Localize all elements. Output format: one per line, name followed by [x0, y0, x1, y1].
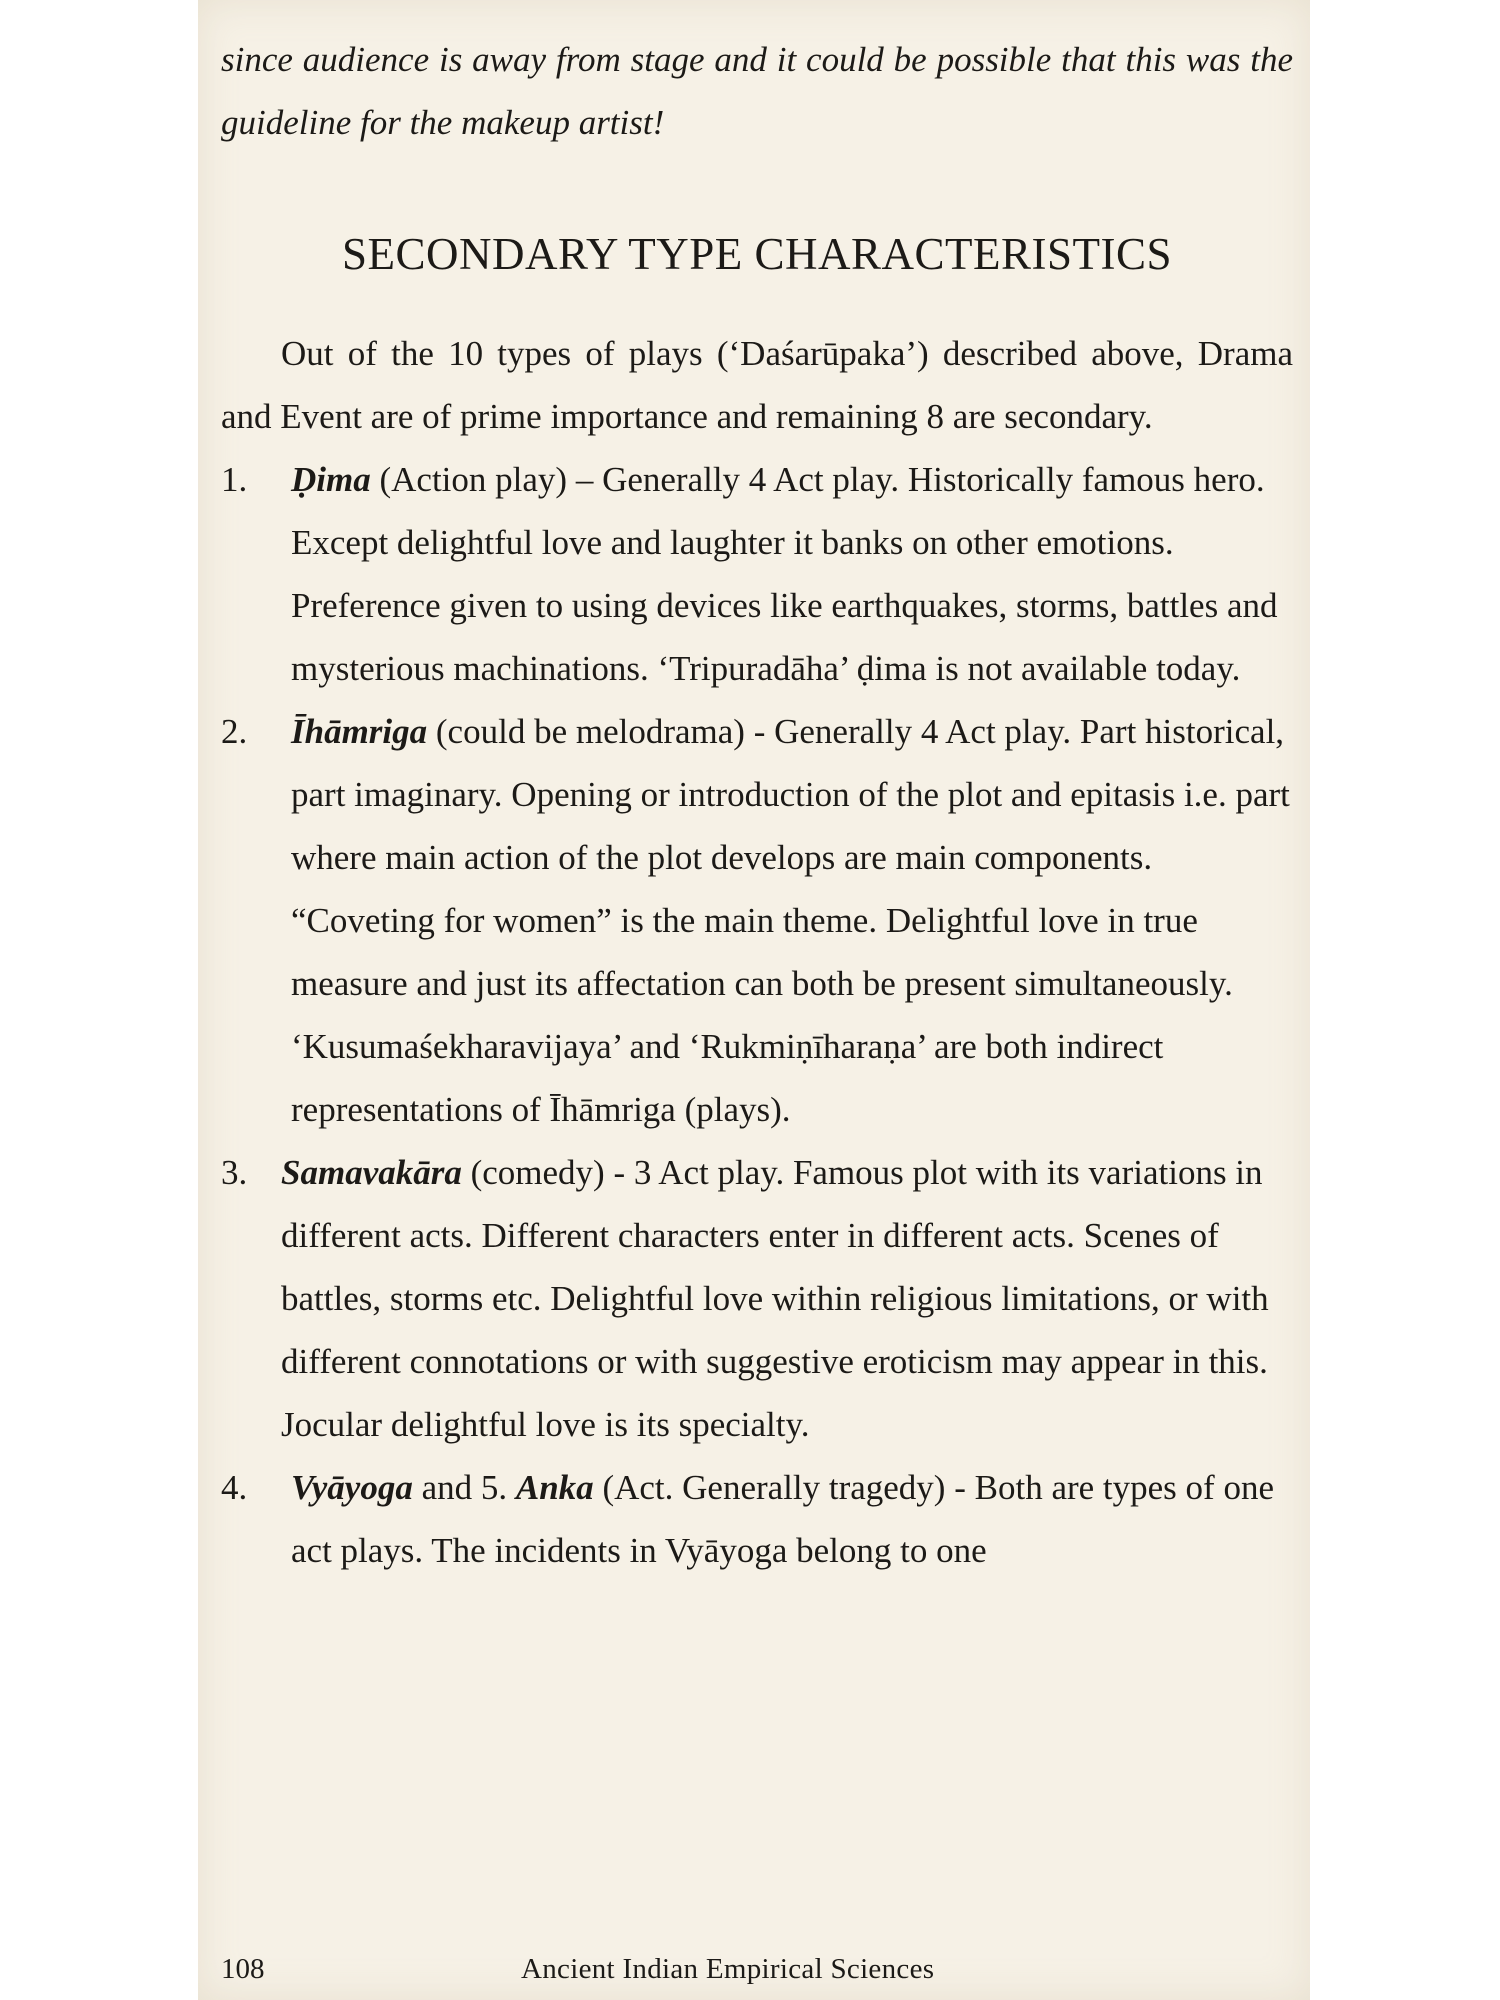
item-term-second: Anka — [515, 1468, 594, 1507]
item-term: Vyāyoga — [291, 1468, 413, 1507]
list-item — [221, 1456, 1293, 1582]
item-term: Samavakāra — [281, 1153, 462, 1192]
item-number: 3. — [221, 1153, 248, 1192]
section-heading: SECONDARY TYPE CHARACTERISTICS — [341, 229, 1173, 279]
list-item — [221, 1141, 1293, 1456]
page-number: 108 — [221, 1953, 265, 1985]
opening-paragraph: Out of the 10 types of plays (‘Daśarūpaka’) described above, Drama and Event are of prime importance and remaining 8 are secondary. — [221, 334, 1293, 436]
item-number: 1. — [221, 460, 248, 499]
item-text: (could be melodrama) - Generally 4 Act play. Part historical, part imaginary. Opening or introduction of the plot and epitasis i.e. part where main action of the plot develops are main components. “Coveting for women” is the main theme. Delightful love in true measure and just its affectation can both be present simultaneously. ‘Kusumaśekharavijaya’ and ‘Rukmiṇīharaṇa’ are both indirect representations of Īhāmriga (plays). — [291, 712, 1290, 1129]
item-number: 2. — [221, 712, 248, 751]
item-term: Ḍima — [291, 460, 371, 499]
list-item — [221, 448, 1293, 700]
list-item — [221, 700, 1293, 1141]
item-text: (Action play) – Generally 4 Act play. Historically famous hero. Except delightful love and laughter it banks on other emotions. Preference given to using devices like earthquakes, storms, battles and mysterious machinations. ‘Tripuradāha’ ḍima is not available today. — [291, 460, 1278, 688]
item-connector: and 5. — [412, 1468, 516, 1507]
intro-italic-text: since audience is away from stage and it could be possible that this was the guideline for the makeup artist! — [221, 40, 1293, 142]
item-text: (Act. Generally tragedy) - Both are types of one act plays. The incidents in Vyāyoga belong to one — [291, 1468, 1274, 1570]
running-title: Ancient Indian Empirical Sciences — [521, 1953, 935, 1985]
play-types-list — [221, 448, 1293, 1582]
item-text: (comedy) - 3 Act play. Famous plot with its variations in different acts. Different characters enter in different acts. Scenes of battles, storms etc. Delightful love within religious limitations, or with different connotations or with suggestive eroticism may appear in this. Jocular delightful love is its specialty. — [281, 1153, 1269, 1444]
page-content — [221, 28, 1293, 1582]
item-number: 4. — [221, 1468, 248, 1507]
item-term: Īhāmriga — [291, 712, 428, 751]
